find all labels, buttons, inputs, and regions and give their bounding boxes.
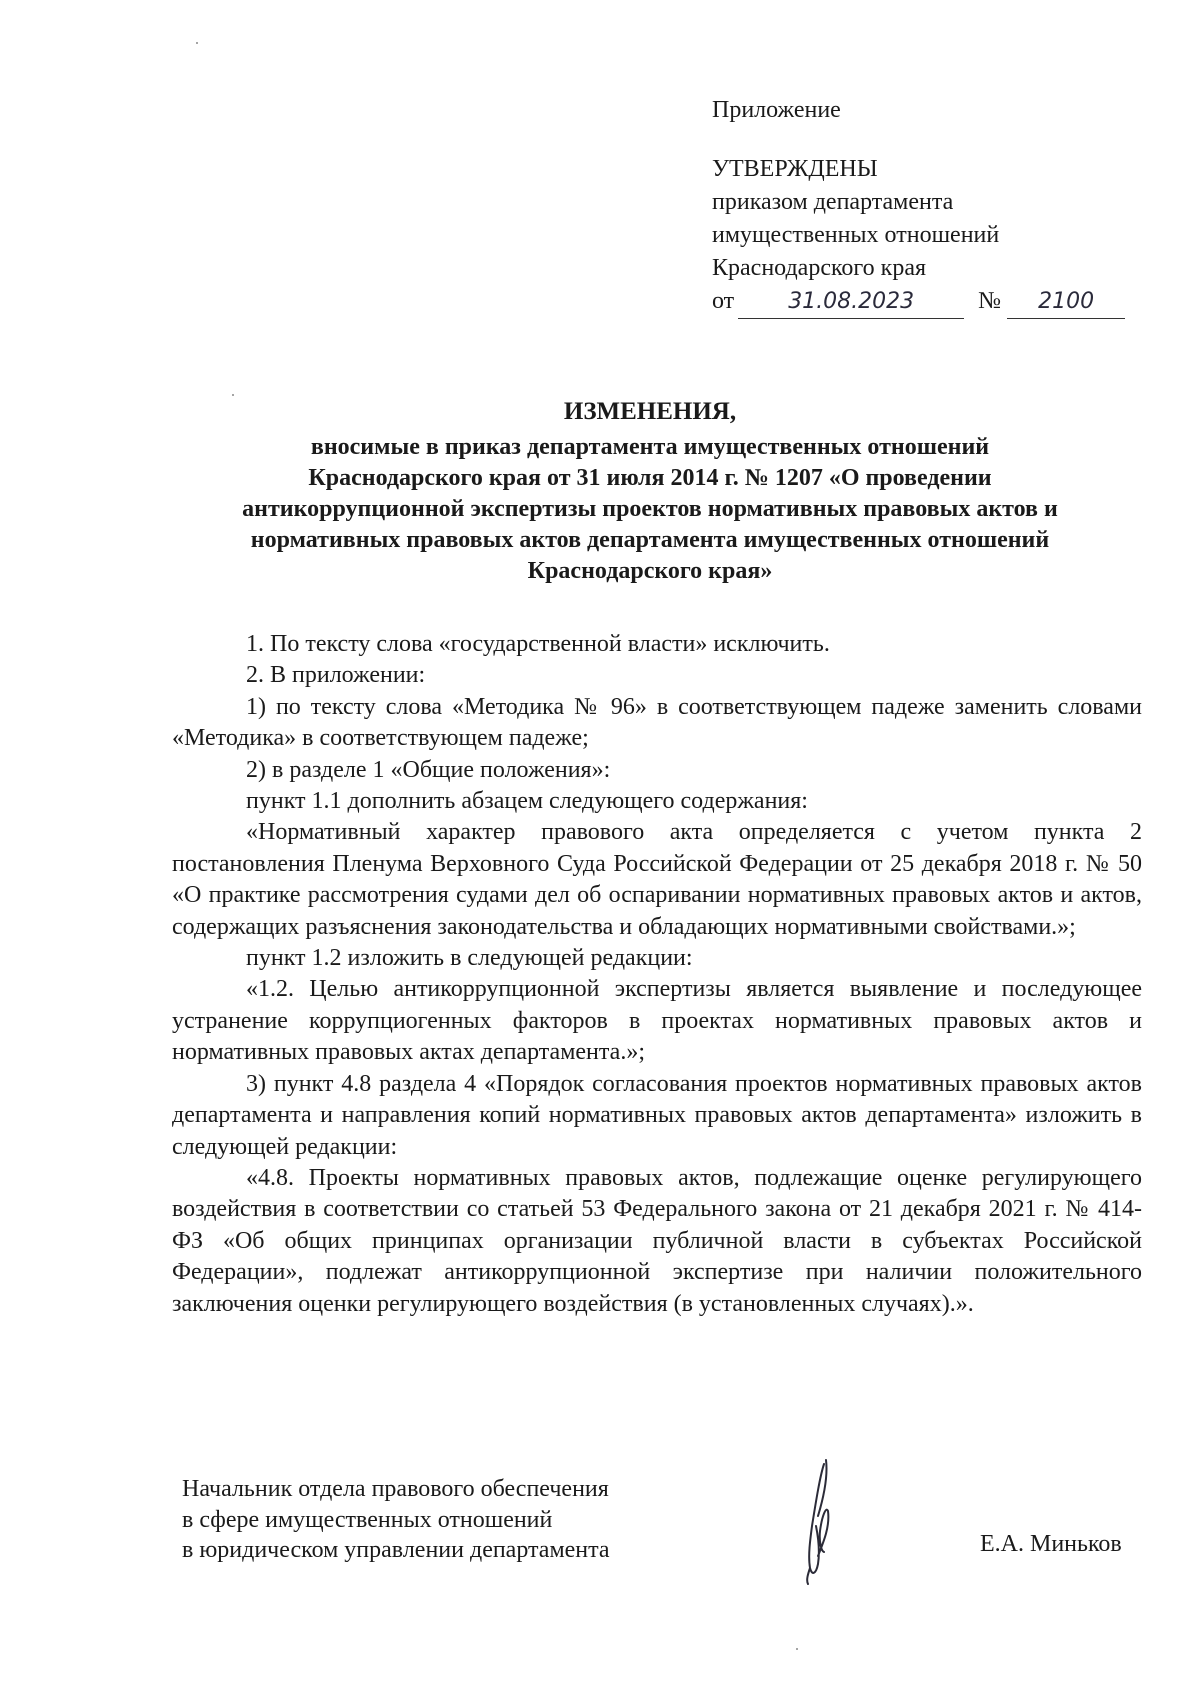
body-paragraph: «Нормативный характер правового акта определяется с учетом пункта 2 постановления Пленума Верховного Суда Российской Федерации от 25 декабря 2018 г. № 50 «О практике рассмотрения судами дел об оспаривании нормативных правовых актов и актов, содержащих разъяснения законодательства и обладающих нормативными свойствами.»;	[172, 819, 1142, 940]
document-title	[150, 396, 1150, 587]
body-paragraph: «4.8. Проекты нормативных правовых актов, подлежащие оценке регулирующего воздействия в соответствии со статьей 53 Федерального закона от 21 декабря 2021 г. № 414-ФЗ «Об общих принципах организации публичной власти в субъектах Российской Федерации», подлежат антикоррупционной экспертизе при наличии положительного заключения оценки регулирующего воздействия (в установленных случаях).».	[172, 1164, 1142, 1317]
title-subtitle-line: антикоррупционной экспертизы проектов нормативных правовых актов и	[242, 496, 1058, 522]
handwritten-date: 31.08.2023	[738, 285, 964, 319]
document-body	[172, 629, 1142, 1320]
signatory-position-line: в сфере имущественных отношений	[182, 1506, 553, 1533]
signatory-position-line: Начальник отдела правового обеспечения	[182, 1476, 609, 1502]
title-subtitle-line: вносимые в приказ департамента имущественных отношений	[310, 434, 990, 460]
scan-speck	[196, 42, 198, 44]
body-paragraph: 2. В приложении:	[246, 662, 426, 689]
body-paragraph: 1) по тексту слова «Методика № 96» в соответствующем падеже заменить словами «Методика» в соответствующем падеже;	[172, 693, 1142, 752]
signatory-name: Е.А. Миньков	[980, 1531, 1122, 1557]
title-subtitle-line: Краснодарского края от 31 июля 2014 г. № 1207 «О проведении	[308, 465, 992, 491]
order-date-number	[712, 288, 1125, 314]
approved-label: УТВЕРЖДЕНЫ	[712, 156, 878, 182]
appendix-label: Приложение	[712, 97, 841, 123]
handwritten-number: 2100	[1007, 285, 1125, 319]
body-paragraph: 3) пункт 4.8 раздела 4 «Порядок согласования проектов нормативных правовых актов департамента и направления копий нормативных правовых актов департамента» изложить в следующей редакции:	[172, 1070, 1142, 1160]
date-prefix: от	[712, 288, 735, 314]
approved-line-3: Краснодарского края	[712, 255, 927, 281]
approval-header	[712, 94, 1125, 319]
approved-line-2: имущественных отношений	[712, 222, 1000, 248]
approved-line-1: приказом департамента	[712, 189, 954, 215]
scan-speck	[796, 1648, 798, 1650]
scan-speck	[232, 394, 234, 396]
body-paragraph: «1.2. Целью антикоррупционной экспертизы является выявление и последующее устранение коррупциогенных факторов в проектах нормативных правовых актов и нормативных правовых актах департамента.»;	[172, 976, 1142, 1066]
signatory-position	[182, 1474, 610, 1566]
body-paragraph: пункт 1.1 дополнить абзацем следующего содержания:	[246, 788, 808, 815]
number-prefix: №	[978, 288, 1002, 314]
signatory-position-line: в юридическом управлении департамента	[182, 1537, 610, 1563]
title-subtitle-line: Краснодарского края»	[527, 558, 773, 584]
handwritten-signature	[790, 1456, 870, 1586]
body-paragraph: 2) в разделе 1 «Общие положения»:	[246, 756, 611, 783]
body-paragraph: пункт 1.2 изложить в следующей редакции:	[246, 945, 693, 972]
body-paragraph: 1. По тексту слова «государственной власти» исключить.	[246, 631, 830, 657]
title-main: ИЗМЕНЕНИЯ,	[563, 398, 737, 425]
title-subtitle-line: нормативных правовых актов департамента имущественных отношений	[250, 527, 1050, 553]
